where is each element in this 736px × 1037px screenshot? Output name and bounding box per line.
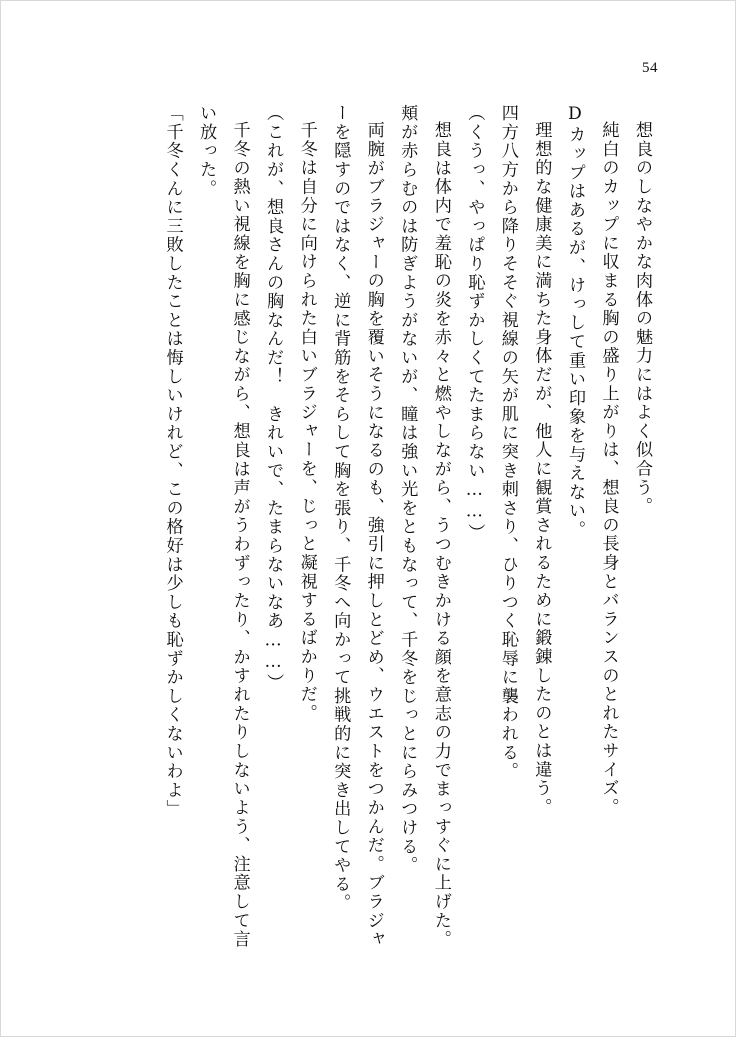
paragraph: Dカップはあるが、けっして重い印象を与えない。 bbox=[564, 104, 585, 540]
paragraph: 純白のカップに収まる胸の盛り上がりは、想良の長身とバランスのとれたサイズ。 bbox=[598, 121, 619, 817]
page-border-top bbox=[0, 0, 736, 1]
paragraph: 理想的な健康美に満ちた身体だが、他人に観賞されるために鍛錬したのとは違う。 bbox=[531, 121, 552, 817]
paragraph: 両腕がブラジャーの胸を覆いそうになるのも、強引に押しとどめ、ウエストをつかんだ。ブラジャーを隠すのではなく、逆に背筋をそらして胸を張り、千冬へ向かって挑戦的に突き出してやる。 bbox=[330, 104, 384, 949]
page-border-left bbox=[0, 0, 1, 1037]
body-text bbox=[92, 104, 658, 949]
paragraph: （くうっ、やっぱり恥ずかしくてたまらない……） bbox=[464, 104, 485, 542]
paragraph: 四方八方から降りそそぐ視線の矢が肌に突き刺さり、ひりつく恥辱に襲われる。 bbox=[497, 104, 518, 781]
paragraph: 千冬の熱い視線を胸に感じながら、想良は声がうわずったり、かすれたりしないよう、注意して言い放った。 bbox=[196, 104, 250, 949]
paragraph: 千冬は自分に向けられた白いブラジャーを、じっと凝視するばかりだ。 bbox=[296, 121, 317, 723]
paragraph: 想良は体内で羞恥の炎を赤々と燃やしながら、うつむきかける顔を意志の力でまっすぐに上げた。頬が赤らむのは防ぎようがないが、瞳は強い光をともなって、千冬をじっとにらみつける。 bbox=[397, 104, 451, 949]
paragraph: 想良のしなやかな肉体の魅力にはよく似合う。 bbox=[632, 121, 652, 516]
page-number: 54 bbox=[642, 60, 658, 76]
paragraph: 「千冬くんに三敗したことは悔しいけれど、この格好は少しも恥ずかしくないわよ」 bbox=[162, 104, 183, 819]
paragraph: （これが、想良さんの胸なんだ！ きれいで、たまらないなあ……） bbox=[263, 104, 284, 693]
